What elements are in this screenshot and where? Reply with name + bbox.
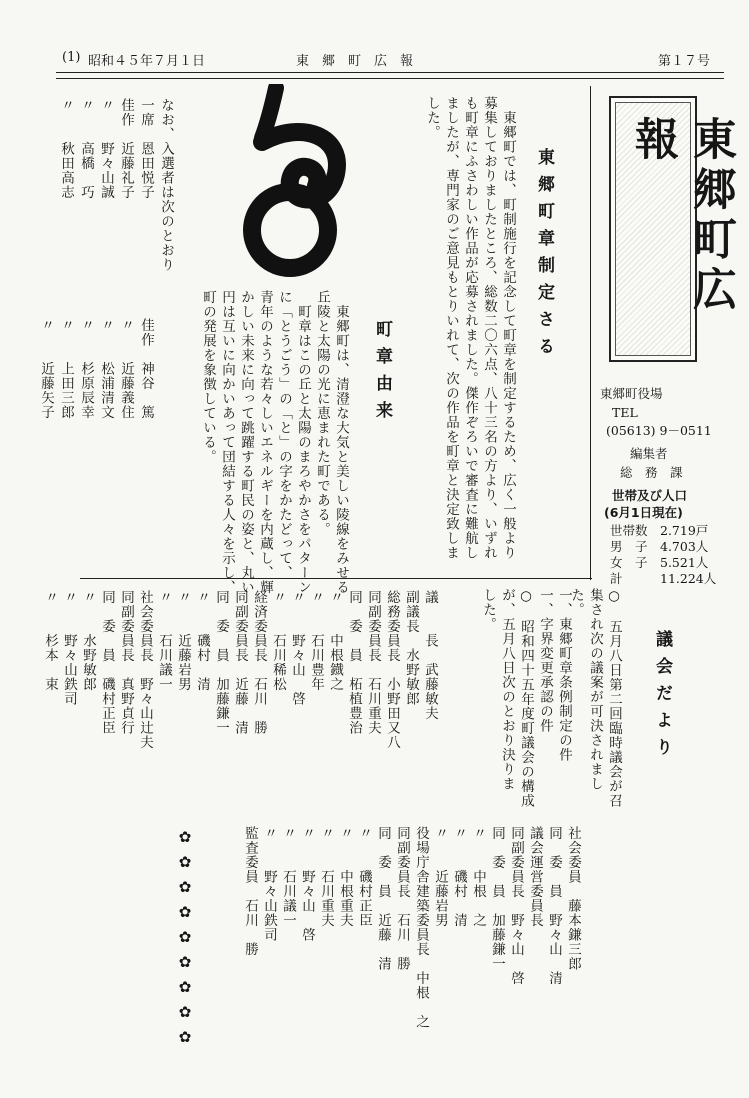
header-rule-inner [56, 78, 724, 79]
winner-11: 〃 近藤矢子 [38, 318, 54, 420]
council-intro: ○ 五月八日第二回臨時議会が召 集され次の議案が可決されまし た。 [568, 588, 622, 808]
pop-male-label: 男 子 [610, 539, 648, 554]
winner-10: 〃 上田三郎 [58, 318, 74, 420]
emblem-article-body: 東郷町では、町制施行を記念して町章を制定するため、広く一般より 募集しておりましたところ、総数二〇六点、八十三名の方より、いずれ も町章にふさわしい作品が応募されました。傑作ぞろいで審査に難航し ましたが、専門家のご意見もとりいれて、次の作品を町章と決定致しま した。 [424, 96, 516, 560]
flower-icon: ✿ [178, 1028, 192, 1046]
council-heading: 議会だより [652, 630, 672, 765]
town-emblem [232, 84, 350, 278]
winner-6: 佳作 神谷 篤 [138, 318, 154, 420]
council-items: 一、東郷町章条例制定の件 一、字界変更承認の件 ○ 昭和四十五年度町議会の構成 が、五月八日次のとおり決りま した。 [480, 588, 572, 808]
issue-date: 昭和４５年７月１日 [88, 54, 206, 69]
winner-4: 〃 高橋 巧 [78, 98, 94, 200]
flower-icon: ✿ [178, 978, 192, 996]
emblem-meaning-body: 東郷町は、清澄な大気と美しい陵線をみせる 丘陵と太陽の光に恵まれた町である。 町章はこの丘と太陽のまろやかさをパターン に「とうごう」の「と」の字をかたどって、 青年のような若々しいエネルギーを内蔵し、輝 かしい未来に向って跳躍する町民の姿と、丸い 円は互いに向かいあって団結する人々を示し、 町の発展を象徴している。 [200, 290, 349, 595]
winner-9: 〃 杉原辰幸 [78, 318, 94, 420]
flower-icon: ✿ [178, 903, 192, 921]
pop-households-value: 2.719戸 [660, 523, 709, 538]
winner-2: 佳作 近藤礼子 [118, 98, 134, 200]
winners-intro: なお、入選者は次のとおり [158, 98, 174, 272]
tel-label: TEL [612, 405, 638, 420]
masthead-title-box [609, 96, 736, 362]
masthead-divider [590, 86, 591, 580]
council-members-bottom: 社会委員 藤本鎌三郎 同 委 員 野々山 清 議会運営委員長 同副委員長 野々山 啓 同 委 員 加藤鎌一 〃 中根 之 〃 磯村 清 〃 近藤岩男 役場庁舎建築委員長 中根 之 同副委員長 石川 勝 同 委 員 近藤 清 〃 磯村正臣 〃 中根重夫 〃 石川重夫 〃 野々山 啓 〃 石川議一 〃 野々山鉄司 監査委員 石川 勝 [242, 826, 581, 1029]
pop-total-label: 計 [610, 571, 623, 586]
header-rule [56, 72, 724, 73]
pop-female-value: 5.521人 [660, 555, 709, 570]
pop-total-value: 11.224人 [660, 571, 717, 586]
winner-3: 〃 野々山誠 [98, 98, 114, 200]
publisher: 東郷町役場 [600, 386, 663, 401]
flower-icon: ✿ [178, 1003, 192, 1021]
emblem-article-heading: 東郷町章制定さる [534, 148, 554, 364]
emblem-circle [252, 192, 328, 268]
editor: 総 務 課 [620, 465, 683, 480]
issue-number: 第１７号 [658, 54, 711, 69]
newspaper-title: 東 郷 町 広 報 [296, 54, 414, 69]
pop-male-value: 4.703人 [660, 539, 709, 554]
flower-icon: ✿ [178, 953, 192, 971]
winner-5: 〃 秋田高志 [58, 98, 74, 200]
emblem-meaning-heading: 町章由来 [372, 320, 392, 428]
council-members-top: 議 長 武藤敏夫 副議長 水野敏郎 総務委員長 小野田又八 同副委員長 石川重夫 同 委 員 柘植豊治 〃 中根鐡之 〃 石川豊年 〃 野々山 啓 〃 石川稀松 経済委員長 石川 勝 同副委員長 近藤 清 同 委 員 加藤鎌一 〃 磯村 清 〃 近藤岩男 〃 石川議一 社会委員長 野々山辻夫 同副委員長 真野貞行 同 委 員 磯村正臣 〃 水野敏郎 〃 野々山鉄司 〃 杉本 束 [42, 590, 438, 750]
editor-label: 編集者 [630, 446, 668, 461]
pop-female-label: 女 子 [610, 555, 648, 570]
flower-icon: ✿ [178, 828, 192, 846]
flower-icon: ✿ [178, 853, 192, 871]
flower-icon: ✿ [178, 928, 192, 946]
population-title: 世帯及び人口 [612, 488, 688, 503]
flower-icon: ✿ [178, 878, 192, 896]
population-date: (6月1日現在) [604, 505, 683, 520]
page-number: (1) [62, 50, 81, 65]
masthead-title: 東郷町広報 [627, 116, 736, 316]
winner-7: 〃 近藤義住 [118, 318, 134, 420]
pop-households-label: 世帯数 [610, 523, 648, 538]
tel-number: (05613) 9－0511 [606, 423, 712, 438]
winner-8: 〃 松浦清文 [98, 318, 114, 420]
winner-1: 一席 恩田悦子 [138, 98, 154, 200]
flower-ornaments [175, 825, 195, 1050]
